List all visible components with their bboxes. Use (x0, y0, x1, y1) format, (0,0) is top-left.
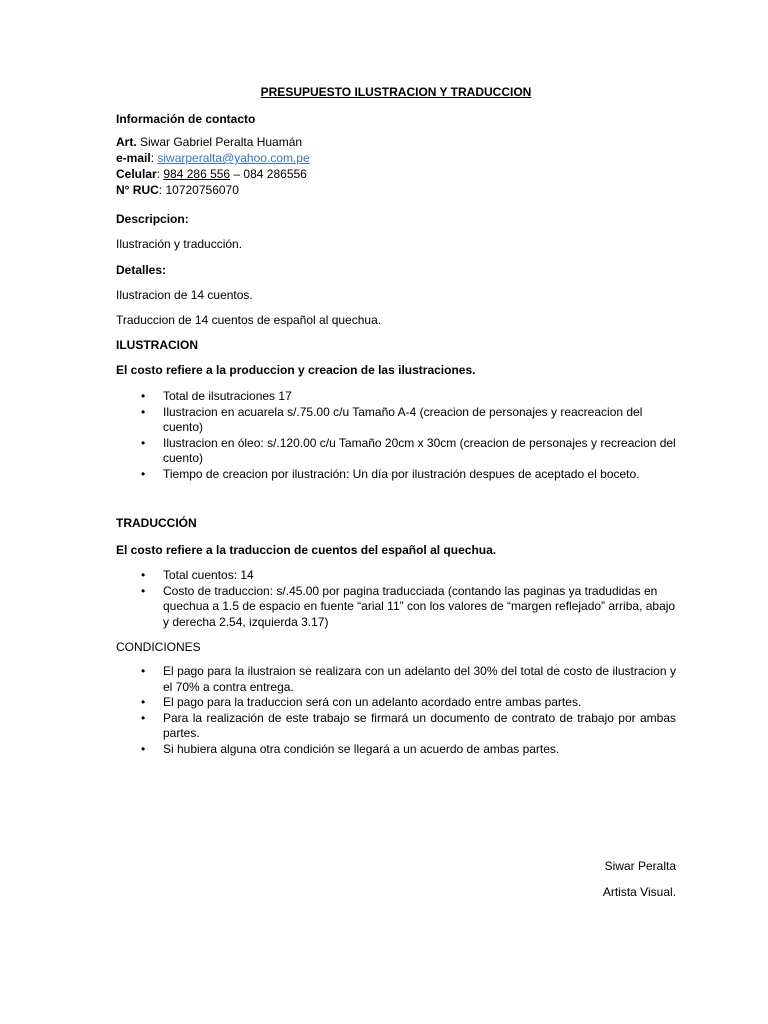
phone-line: Celular: 984 286 556 – 084 286556 (116, 167, 307, 181)
art-label: Art. (116, 135, 137, 149)
traduccion-subheading: El costo refiere a la traduccion de cuentos del español al quechua. (116, 543, 497, 557)
list-item: • El pago para la traduccion será con un adelanto acordado entre ambas partes. (116, 695, 676, 711)
descripcion-heading: Descripcion: (116, 212, 189, 226)
detalles-line-1: Ilustracion de 14 cuentos. (116, 288, 253, 302)
contact-heading: Información de contacto (116, 112, 256, 126)
list-item: • Si hubiera alguna otra condición se llegará a un acuerdo de ambas partes. (116, 742, 676, 758)
list-item: • El pago para la ilustraion se realizara con un adelanto del 30% del total de costo de ilustracion y el 70% a contra entrega. (116, 664, 676, 695)
list-item: • Costo de traduccion: s/.45.00 por pagina traducciada (contando las paginas ya tradudidas en quechua a 1.5 de espacio en fuente “arial 11” con los valores de “margen reflejado” arriba, abajo y derecha 2.54, izquierda 3.17) (116, 584, 676, 631)
ruc-value: 10720756070 (162, 183, 239, 197)
list-item: • Para la realización de este trabajo se firmará un documento de contrato de trabajo por ambas partes. (116, 711, 676, 742)
phone-primary: 984 286 556 (163, 167, 231, 181)
ilustracion-list (116, 389, 676, 482)
ruc-line: N° RUC: 10720756070 (116, 183, 239, 197)
art-line (116, 134, 676, 150)
phone-secondary: – 084 286556 (230, 167, 307, 181)
signature-name: Siwar Peralta (604, 859, 676, 873)
detalles-line-2: Traduccion de 14 cuentos de español al quechua. (116, 313, 382, 327)
email-link[interactable]: siwarperalta@yahoo.com.pe (157, 151, 310, 165)
ilustracion-subheading: El costo refiere a la produccion y creacion de las ilustraciones. (116, 363, 476, 377)
list-item: • Ilustracion en óleo: s/.120.00 c/u Tamaño 20cm x 30cm (creacion de personajes y recreacion del cuento) (116, 436, 676, 467)
document-body (116, 82, 676, 757)
ilustracion-heading: ILUSTRACION (116, 338, 198, 352)
descripcion-text: Ilustración y traducción. (116, 237, 243, 251)
ruc-label: N° RUC (116, 183, 159, 197)
traduccion-list (116, 568, 676, 630)
condiciones-list (116, 664, 676, 757)
email-label: e-mail (116, 151, 151, 165)
list-item: • Tiempo de creacion por ilustración: Un día por ilustración despues de aceptado el boceto. (116, 467, 676, 483)
signature-role: Artista Visual. (602, 885, 676, 899)
traduccion-heading: TRADUCCIÓN (116, 516, 197, 530)
list-item: • Ilustracion en acuarela s/.75.00 c/u Tamaño A-4 (creacion de personajes y reacreacion del cuento) (116, 405, 676, 436)
phone-label: Celular (116, 167, 157, 181)
art-name: Siwar Gabriel Peralta Huamán (136, 135, 303, 149)
document-title: PRESUPUESTO ILUSTRACION Y TRADUCCION (260, 85, 532, 99)
list-item: • Total cuentos: 14 (116, 568, 676, 584)
detalles-heading: Detalles: (116, 263, 167, 277)
email-line: e-mail: siwarperalta@yahoo.com.pe (116, 151, 310, 165)
list-item: • Total de ilsutraciones 17 (116, 389, 676, 405)
condiciones-heading: CONDICIONES (116, 640, 201, 654)
